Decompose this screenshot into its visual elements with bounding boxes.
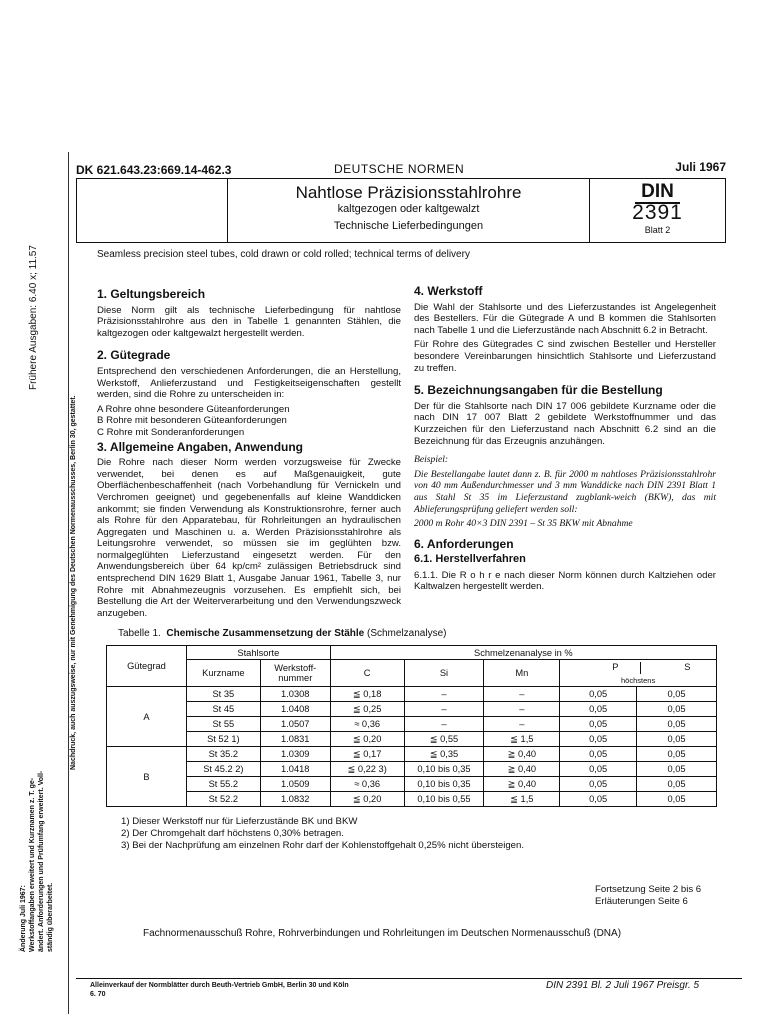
section-1-heading: 1. Geltungsbereich (97, 287, 206, 301)
header-s: S (684, 662, 691, 672)
header-guetegrad: Gütegrad (107, 646, 187, 687)
cell-s: 0,05 (637, 762, 717, 777)
header-schmelzanalyse: Schmelzenanalyse in % (330, 646, 716, 660)
cell-si: ≦ 0,35 (404, 747, 484, 762)
example-label: Beispiel: (414, 454, 449, 466)
din-text: DIN (635, 181, 680, 204)
table-caption (118, 628, 446, 639)
cell-k: St 45 (186, 702, 260, 717)
document-title: Nahtlose Präzisionsstahlrohre (295, 183, 522, 202)
footer-right: DIN 2391 Bl. 2 Juli 1967 Preisgr. 5 (546, 980, 700, 991)
issue-date: Juli 1967 (675, 160, 726, 174)
continuation-note (595, 884, 701, 908)
margin-aenderung-1: Änderung Juli 1967: (20, 885, 27, 952)
section-4-text-2: Für Rohre des Gütegrades C sind zwischen Besteller und Hersteller besondere Vereinbarungen hinsichtlich Stahlsorte und Lieferzustand zu treffen. (414, 339, 716, 374)
section-5-text: Der für die Stahlsorte nach DIN 17 006 gebildete Kurzname oder die nach DIN 17 007 Blatt 2 gebildete Werkstoffnummer und das Kurzzeichen für den Lieferzustand nach Abschnitt 6.2 sind an die Bezeichnung für das Erzeugnis anzuhängen. (414, 400, 716, 447)
cell-mn: ≦ 1,5 (484, 792, 560, 807)
cell-k: St 35.2 (186, 747, 260, 762)
right-column (414, 286, 716, 596)
section-6-1-heading: 6.1. Herstellverfahren (414, 553, 526, 566)
note-2: 2) Der Chromgehalt darf höchstens 0,30% betragen. (121, 828, 344, 839)
cell-mn: ≧ 0,40 (484, 777, 560, 792)
table-row (107, 732, 717, 747)
cell-mn: – (484, 687, 560, 702)
cell-k: St 52 1) (186, 732, 260, 747)
cell-c: ≈ 0,36 (330, 777, 404, 792)
cell-p: 0,05 (560, 762, 637, 777)
table-row (107, 792, 717, 807)
cell-p: 0,05 (560, 687, 637, 702)
cell-s: 0,05 (637, 777, 717, 792)
table-row (107, 762, 717, 777)
publisher: DEUTSCHE NORMEN (334, 162, 465, 176)
group-a-cell: A (107, 687, 187, 747)
footer-sales-note: Alleinverkauf der Normblätter durch Beuth-Vertrieb GmbH, Berlin 30 und Köln (90, 982, 349, 989)
din-number: 2391 (632, 201, 683, 224)
cell-s: 0,05 (637, 702, 717, 717)
section-3-text: Die Rohre nach dieser Norm werden vorzugsweise für Zwecke verwendet, bei denen es auf Maßgenauigkeit, gute Oberflächenbeschaffenheit (nach Vorbehandlung für Vernickeln und Verchromen geeignet) und gegebenenfalls auf kleine Wanddicken ankommt; sie finden Verwendung als Konstruktionsrohre, ferner auch als Rohre für den Apparatebau, für Rohrleitungen an hydraulischen Aggregaten und Maschinen u. a. Werden Präzisionsstahlrohre als Leitungsrohre verwendet, so müssen sie im geglühten bzw. normalgeglühten Lieferzustand eingesetzt werden. Für den Anwendungsbereich über 64 kp/cm² zulässigen Betriebsdruck sind entsprechend DIN 1629 Blatt 1, Ausgabe Januar 1961, Tabelle 3, nur Rohre mit Abnahmezeugnis vorzusehen. Es empfiehlt sich, bei Bestellung die Art der Weiterverarbeitung und den Verwendungszweck anzugeben. (97, 457, 401, 619)
group-b-cell: B (107, 747, 187, 807)
note-1: 1) Dieser Werkstoff nur für Lieferzustände BK und BKW (121, 816, 358, 827)
footer-print-code: 6. 70 (90, 991, 106, 998)
header-mn: Mn (484, 660, 560, 687)
section-2-text: Entsprechend den verschiedenen Anforderungen, die an Herstellung, Werkstoff, Anlieferzustand und Festigkeitseigenschaften gestellt werden, sind die Rohre zu unterscheiden in: (97, 365, 401, 401)
cell-si: – (404, 717, 484, 732)
composition-table (106, 645, 717, 807)
din-blatt: Blatt 2 (644, 225, 671, 235)
title-box (76, 178, 726, 243)
section-4-text-1: Die Wahl der Stahlsorte und des Lieferzustandes ist Angelegenheit des Bestellers. Für die Gütegrade A und B kommen die Stahlsorten nach Tabelle 1 und die Lieferzustände nach Abschnitt 6.2 in Betracht. (414, 301, 716, 336)
cell-w: 1.0509 (260, 777, 330, 792)
cell-si: 0,10 bis 0,55 (404, 792, 484, 807)
header-p-s (560, 660, 717, 687)
cell-mn: ≦ 1,5 (484, 732, 560, 747)
table-row (107, 777, 717, 792)
title-box-left-cell (77, 179, 228, 242)
header-kurzname: Kurzname (186, 660, 260, 687)
erlaeuterungen: Erläuterungen Seite 6 (595, 896, 688, 907)
english-title: Seamless precision steel tubes, cold drawn or cold rolled; technical terms of delivery (97, 249, 470, 260)
margin-aenderung-2: Werkstoffangaben erweitert und Kurznamen z. T. ge- (29, 777, 36, 952)
table-row (107, 702, 717, 717)
cell-c: ≦ 0,20 (330, 732, 404, 747)
margin-fruehere: Frühere Ausgaben: 6.40 x; 11.57 (28, 245, 39, 390)
section-6-1-1-text: 6.1.1. Die R o h r e nach dieser Norm können durch Kaltziehen oder Kaltwalzen hergestellt werden. (414, 569, 716, 593)
note-3: 3) Bei der Nachprüfung am einzelnen Rohr darf der Kohlenstoffgehalt 0,25% nicht übersteigen. (121, 840, 525, 851)
cell-c: ≈ 0,36 (330, 717, 404, 732)
cell-w: 1.0832 (260, 792, 330, 807)
header-p-s-divider (640, 662, 641, 674)
header-hoechstens: höchstens (621, 676, 656, 685)
document-subtitle-1: kaltgezogen oder kaltgewalzt (337, 203, 480, 215)
cell-p: 0,05 (560, 777, 637, 792)
cell-p: 0,05 (560, 792, 637, 807)
cell-si: 0,10 bis 0,35 (404, 762, 484, 777)
table-row (107, 687, 717, 702)
committee-line: Fachnormenausschuß Rohre, Rohrverbindungen und Rohrleitungen im Deutschen Normenausschuß (DNA) (143, 928, 622, 939)
cell-w: 1.0308 (260, 687, 330, 702)
cell-s: 0,05 (637, 747, 717, 762)
example-text: Die Bestellangabe lautet dann z. B. für 2000 m nahtloses Präzisionsstahlrohr von 40 mm Außendurchmesser und 3 mm Wanddicke nach DIN 2391 Blatt 1 aus Stahl St 35 im Lieferzustand zugblank-weich (BKW), das mit Ablieferungsprüfung geliefert werden soll: (414, 468, 716, 515)
table-notes (121, 816, 524, 852)
cell-mn: – (484, 717, 560, 732)
cell-c: ≦ 0,22 3) (330, 762, 404, 777)
cell-si: – (404, 687, 484, 702)
cell-c: ≦ 0,20 (330, 792, 404, 807)
header-werkstoff-line-2: nummer (278, 673, 313, 683)
section-4-heading: 4. Werkstoff (414, 284, 483, 298)
din-label (590, 181, 725, 203)
table-caption-sub: (Schmelzanalyse) (367, 628, 447, 639)
header-row (76, 160, 726, 180)
cell-si: ≦ 0,55 (404, 732, 484, 747)
cell-w: 1.0408 (260, 702, 330, 717)
table-row (107, 717, 717, 732)
cell-k: St 45.2 2) (186, 762, 260, 777)
cell-p: 0,05 (560, 732, 637, 747)
cell-s: 0,05 (637, 687, 717, 702)
cell-k: St 35 (186, 687, 260, 702)
cell-s: 0,05 (637, 732, 717, 747)
section-1-text: Diese Norm gilt als technische Lieferbedingung für nahtlose Präzisionsstahlrohre aus den in Tabelle 1 genannten Stählen, die kaltgezogen oder kaltgewalzt hergestellt werden. (97, 304, 401, 339)
section-3-heading: 3. Allgemeine Angaben, Anwendung (97, 439, 304, 454)
header-si: Si (404, 660, 484, 687)
cell-c: ≦ 0,18 (330, 687, 404, 702)
header-c: C (330, 660, 404, 687)
margin-nachdruck: Nachdruck, auch auszugsweise, nur mit Genehmigung des Deutschen Normenausschusses, Berlin 30, gestattet. (70, 395, 77, 770)
cell-k: St 55.2 (186, 777, 260, 792)
section-5-heading: 5. Bezeichnungsangaben für die Bestellung (414, 383, 663, 398)
cell-w: 1.0831 (260, 732, 330, 747)
cell-si: 0,10 bis 0,35 (404, 777, 484, 792)
cell-s: 0,05 (637, 717, 717, 732)
cell-mn: ≧ 0,40 (484, 762, 560, 777)
cell-s: 0,05 (637, 792, 717, 807)
cell-c: ≦ 0,17 (330, 747, 404, 762)
cell-k: St 52.2 (186, 792, 260, 807)
cell-mn: ≧ 0,40 (484, 747, 560, 762)
header-werkstoff-line-1: Werkstoff- (274, 663, 317, 673)
example-line: 2000 m Rohr 40×3 DIN 2391 – St 35 BKW mit Abnahme (414, 518, 633, 530)
dk-number: DK 621.643.23:669.14-462.3 (76, 163, 232, 177)
section-2-heading: 2. Gütegrade (97, 348, 171, 363)
cell-mn: – (484, 702, 560, 717)
margin-aenderung-3: ändert. Anforderungen und Prüfumfang erweitert. Voll- (38, 770, 45, 952)
grade-c: C Rohre mit Sonderanforderungen (97, 426, 245, 438)
section-6-heading: 6. Anforderungen (414, 536, 514, 551)
footer-rule (76, 978, 742, 979)
cell-c: ≦ 0,25 (330, 702, 404, 717)
left-column (97, 289, 401, 622)
cell-si: – (404, 702, 484, 717)
document-subtitle-2: Technische Lieferbedingungen (333, 220, 484, 232)
footer-left (90, 981, 349, 999)
header-werkstoffnummer (260, 660, 330, 687)
cell-w: 1.0507 (260, 717, 330, 732)
cell-w: 1.0309 (260, 747, 330, 762)
cell-p: 0,05 (560, 702, 637, 717)
fortsetzung: Fortsetzung Seite 2 bis 6 (595, 884, 702, 895)
cell-p: 0,05 (560, 747, 637, 762)
table-caption-title: Chemische Zusammensetzung der Stähle (166, 628, 365, 639)
margin-aenderung-4: ständig überarbeitet. (47, 882, 54, 952)
header-stahlsorte: Stahlsorte (186, 646, 330, 660)
table-row (107, 747, 717, 762)
header-p: P (612, 662, 619, 672)
cell-w: 1.0418 (260, 762, 330, 777)
grade-b: B Rohre mit besonderen Güteanforderungen (97, 415, 287, 427)
cell-p: 0,05 (560, 717, 637, 732)
table-caption-label: Tabelle 1. (118, 628, 161, 639)
cell-k: St 55 (186, 717, 260, 732)
grade-a: A Rohre ohne besondere Güteanforderungen (97, 403, 290, 415)
